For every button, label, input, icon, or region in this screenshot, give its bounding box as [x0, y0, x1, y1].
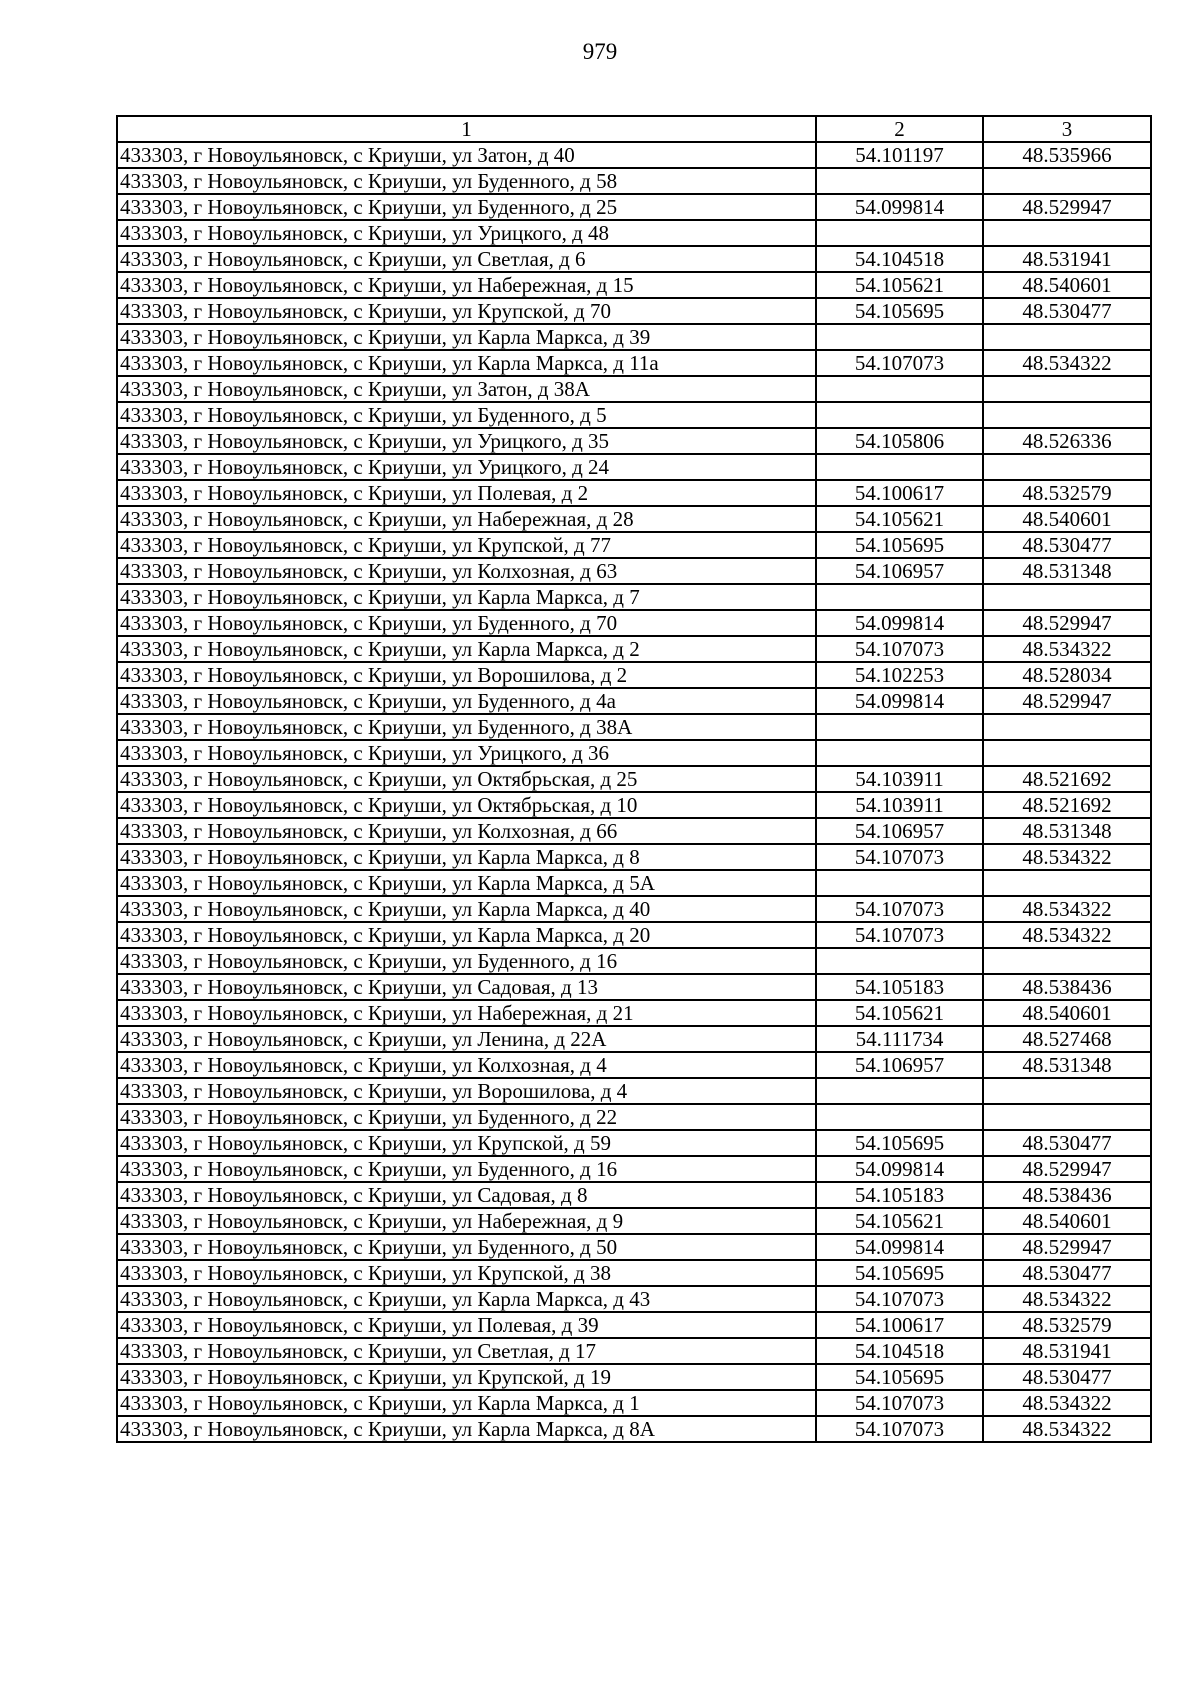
- address-cell: 433303, г Новоульяновск, с Криуши, ул Колхозная, д 63: [117, 558, 816, 584]
- table-row: [117, 1156, 1151, 1182]
- longitude-cell: 48.531348: [983, 558, 1151, 584]
- address-table: [116, 115, 1152, 1443]
- latitude-cell: 54.107073: [816, 350, 983, 376]
- longitude-cell: 48.530477: [983, 1364, 1151, 1390]
- latitude-cell: 54.107073: [816, 636, 983, 662]
- latitude-cell: 54.105183: [816, 1182, 983, 1208]
- address-cell: 433303, г Новоульяновск, с Криуши, ул Карла Маркса, д 8А: [117, 1416, 816, 1442]
- table-row: [117, 1338, 1151, 1364]
- address-cell: 433303, г Новоульяновск, с Криуши, ул Буденного, д 70: [117, 610, 816, 636]
- table-row: [117, 922, 1151, 948]
- table-row: [117, 714, 1151, 740]
- longitude-cell: [983, 870, 1151, 896]
- latitude-cell: 54.099814: [816, 688, 983, 714]
- table-row: [117, 1364, 1151, 1390]
- longitude-cell: 48.521692: [983, 766, 1151, 792]
- latitude-cell: 54.105695: [816, 1130, 983, 1156]
- table-row: [117, 272, 1151, 298]
- latitude-cell: [816, 1104, 983, 1130]
- longitude-cell: 48.534322: [983, 636, 1151, 662]
- longitude-cell: [983, 584, 1151, 610]
- latitude-cell: [816, 948, 983, 974]
- table-row: [117, 1286, 1151, 1312]
- table-row: [117, 428, 1151, 454]
- address-cell: 433303, г Новоульяновск, с Криуши, ул Октябрьская, д 10: [117, 792, 816, 818]
- address-cell: 433303, г Новоульяновск, с Криуши, ул Карла Маркса, д 11а: [117, 350, 816, 376]
- address-cell: 433303, г Новоульяновск, с Криуши, ул Затон, д 38А: [117, 376, 816, 402]
- longitude-cell: 48.534322: [983, 896, 1151, 922]
- longitude-cell: 48.540601: [983, 272, 1151, 298]
- table-row: [117, 454, 1151, 480]
- address-cell: 433303, г Новоульяновск, с Криуши, ул Буденного, д 25: [117, 194, 816, 220]
- longitude-cell: 48.534322: [983, 844, 1151, 870]
- latitude-cell: 54.105183: [816, 974, 983, 1000]
- column-header-2: 2: [816, 116, 983, 142]
- address-cell: 433303, г Новоульяновск, с Криуши, ул Буденного, д 5: [117, 402, 816, 428]
- address-cell: 433303, г Новоульяновск, с Криуши, ул Светлая, д 17: [117, 1338, 816, 1364]
- table-row: [117, 584, 1151, 610]
- table-row: [117, 740, 1151, 766]
- latitude-cell: 54.107073: [816, 1286, 983, 1312]
- latitude-cell: 54.099814: [816, 1234, 983, 1260]
- longitude-cell: 48.535966: [983, 142, 1151, 168]
- table-row: [117, 480, 1151, 506]
- table-row: [117, 1416, 1151, 1442]
- latitude-cell: 54.105695: [816, 532, 983, 558]
- address-cell: 433303, г Новоульяновск, с Криуши, ул Буденного, д 50: [117, 1234, 816, 1260]
- longitude-cell: 48.529947: [983, 1234, 1151, 1260]
- column-header-3: 3: [983, 116, 1151, 142]
- latitude-cell: 54.100617: [816, 1312, 983, 1338]
- table-row: [117, 844, 1151, 870]
- latitude-cell: [816, 402, 983, 428]
- table-row: [117, 1078, 1151, 1104]
- longitude-cell: [983, 376, 1151, 402]
- latitude-cell: [816, 324, 983, 350]
- longitude-cell: 48.529947: [983, 1156, 1151, 1182]
- table-row: [117, 1000, 1151, 1026]
- latitude-cell: 54.107073: [816, 1416, 983, 1442]
- longitude-cell: [983, 1078, 1151, 1104]
- address-cell: 433303, г Новоульяновск, с Криуши, ул Карла Маркса, д 1: [117, 1390, 816, 1416]
- table-row: [117, 1130, 1151, 1156]
- table-row: [117, 974, 1151, 1000]
- longitude-cell: [983, 948, 1151, 974]
- address-cell: 433303, г Новоульяновск, с Криуши, ул Октябрьская, д 25: [117, 766, 816, 792]
- table-row: [117, 1052, 1151, 1078]
- table-row: [117, 688, 1151, 714]
- table-row: [117, 1026, 1151, 1052]
- address-cell: 433303, г Новоульяновск, с Криуши, ул Набережная, д 21: [117, 1000, 816, 1026]
- address-cell: 433303, г Новоульяновск, с Криуши, ул Урицкого, д 24: [117, 454, 816, 480]
- table-row: [117, 558, 1151, 584]
- table-row: [117, 532, 1151, 558]
- longitude-cell: 48.531348: [983, 818, 1151, 844]
- latitude-cell: 54.105806: [816, 428, 983, 454]
- address-cell: 433303, г Новоульяновск, с Криуши, ул Светлая, д 6: [117, 246, 816, 272]
- table-row: [117, 1182, 1151, 1208]
- table-row: [117, 1312, 1151, 1338]
- address-cell: 433303, г Новоульяновск, с Криуши, ул Буденного, д 16: [117, 948, 816, 974]
- longitude-cell: 48.534322: [983, 1390, 1151, 1416]
- latitude-cell: [816, 376, 983, 402]
- latitude-cell: 54.105695: [816, 1364, 983, 1390]
- latitude-cell: 54.105621: [816, 506, 983, 532]
- longitude-cell: 48.532579: [983, 480, 1151, 506]
- address-cell: 433303, г Новоульяновск, с Криуши, ул Карла Маркса, д 7: [117, 584, 816, 610]
- latitude-cell: 54.107073: [816, 1390, 983, 1416]
- latitude-cell: 54.099814: [816, 1156, 983, 1182]
- latitude-cell: 54.104518: [816, 246, 983, 272]
- longitude-cell: [983, 220, 1151, 246]
- latitude-cell: 54.107073: [816, 896, 983, 922]
- latitude-cell: 54.105695: [816, 1260, 983, 1286]
- latitude-cell: 54.105621: [816, 272, 983, 298]
- longitude-cell: 48.532579: [983, 1312, 1151, 1338]
- address-cell: 433303, г Новоульяновск, с Криуши, ул Крупской, д 70: [117, 298, 816, 324]
- table-row: [117, 194, 1151, 220]
- longitude-cell: 48.538436: [983, 974, 1151, 1000]
- address-cell: 433303, г Новоульяновск, с Криуши, ул Полевая, д 2: [117, 480, 816, 506]
- latitude-cell: 54.099814: [816, 194, 983, 220]
- longitude-cell: [983, 714, 1151, 740]
- latitude-cell: 54.105621: [816, 1000, 983, 1026]
- table-row: [117, 896, 1151, 922]
- longitude-cell: 48.531941: [983, 1338, 1151, 1364]
- longitude-cell: 48.530477: [983, 532, 1151, 558]
- address-cell: 433303, г Новоульяновск, с Криуши, ул Буденного, д 16: [117, 1156, 816, 1182]
- address-cell: 433303, г Новоульяновск, с Криуши, ул Карла Маркса, д 5А: [117, 870, 816, 896]
- longitude-cell: [983, 324, 1151, 350]
- address-cell: 433303, г Новоульяновск, с Криуши, ул Урицкого, д 48: [117, 220, 816, 246]
- page-number: 979: [582, 39, 618, 64]
- address-cell: 433303, г Новоульяновск, с Криуши, ул Ворошилова, д 4: [117, 1078, 816, 1104]
- table-row: [117, 1208, 1151, 1234]
- address-cell: 433303, г Новоульяновск, с Криуши, ул Буденного, д 22: [117, 1104, 816, 1130]
- table-row: [117, 792, 1151, 818]
- address-cell: 433303, г Новоульяновск, с Криуши, ул Ворошилова, д 2: [117, 662, 816, 688]
- address-cell: 433303, г Новоульяновск, с Криуши, ул Полевая, д 39: [117, 1312, 816, 1338]
- address-cell: 433303, г Новоульяновск, с Криуши, ул Карла Маркса, д 2: [117, 636, 816, 662]
- longitude-cell: 48.540601: [983, 506, 1151, 532]
- table-row: [117, 1104, 1151, 1130]
- longitude-cell: [983, 402, 1151, 428]
- latitude-cell: 54.101197: [816, 142, 983, 168]
- latitude-cell: [816, 220, 983, 246]
- longitude-cell: 48.531941: [983, 246, 1151, 272]
- table-row: [117, 142, 1151, 168]
- latitude-cell: [816, 584, 983, 610]
- table-row: [117, 298, 1151, 324]
- latitude-cell: [816, 714, 983, 740]
- latitude-cell: 54.099814: [816, 610, 983, 636]
- longitude-cell: 48.534322: [983, 1286, 1151, 1312]
- address-cell: 433303, г Новоульяновск, с Криуши, ул Ленина, д 22А: [117, 1026, 816, 1052]
- latitude-cell: 54.106957: [816, 558, 983, 584]
- address-cell: 433303, г Новоульяновск, с Криуши, ул Карла Маркса, д 43: [117, 1286, 816, 1312]
- address-cell: 433303, г Новоульяновск, с Криуши, ул Колхозная, д 4: [117, 1052, 816, 1078]
- table-row: [117, 1390, 1151, 1416]
- longitude-cell: 48.540601: [983, 1000, 1151, 1026]
- longitude-cell: 48.534322: [983, 922, 1151, 948]
- address-cell: 433303, г Новоульяновск, с Криуши, ул Крупской, д 59: [117, 1130, 816, 1156]
- address-cell: 433303, г Новоульяновск, с Криуши, ул Буденного, д 38А: [117, 714, 816, 740]
- longitude-cell: 48.530477: [983, 1130, 1151, 1156]
- longitude-cell: 48.534322: [983, 1416, 1151, 1442]
- longitude-cell: [983, 740, 1151, 766]
- table-row: [117, 220, 1151, 246]
- latitude-cell: 54.105695: [816, 298, 983, 324]
- longitude-cell: 48.526336: [983, 428, 1151, 454]
- address-cell: 433303, г Новоульяновск, с Криуши, ул Крупской, д 19: [117, 1364, 816, 1390]
- table-row: [117, 818, 1151, 844]
- table-row: [117, 636, 1151, 662]
- latitude-cell: 54.104518: [816, 1338, 983, 1364]
- table-row: [117, 246, 1151, 272]
- longitude-cell: 48.538436: [983, 1182, 1151, 1208]
- longitude-cell: 48.528034: [983, 662, 1151, 688]
- address-cell: 433303, г Новоульяновск, с Криуши, ул Крупской, д 77: [117, 532, 816, 558]
- address-cell: 433303, г Новоульяновск, с Криуши, ул Карла Маркса, д 39: [117, 324, 816, 350]
- latitude-cell: 54.107073: [816, 922, 983, 948]
- latitude-cell: [816, 454, 983, 480]
- address-cell: 433303, г Новоульяновск, с Криуши, ул Буденного, д 4а: [117, 688, 816, 714]
- address-cell: 433303, г Новоульяновск, с Криуши, ул Крупской, д 38: [117, 1260, 816, 1286]
- longitude-cell: 48.529947: [983, 610, 1151, 636]
- latitude-cell: [816, 1078, 983, 1104]
- address-cell: 433303, г Новоульяновск, с Криуши, ул Набережная, д 15: [117, 272, 816, 298]
- latitude-cell: 54.107073: [816, 844, 983, 870]
- longitude-cell: [983, 454, 1151, 480]
- address-cell: 433303, г Новоульяновск, с Криуши, ул Набережная, д 9: [117, 1208, 816, 1234]
- longitude-cell: 48.534322: [983, 350, 1151, 376]
- table-row: [117, 1260, 1151, 1286]
- longitude-cell: 48.521692: [983, 792, 1151, 818]
- table-row: [117, 662, 1151, 688]
- column-header-1: 1: [117, 116, 816, 142]
- table-row: [117, 766, 1151, 792]
- longitude-cell: 48.529947: [983, 688, 1151, 714]
- latitude-cell: [816, 740, 983, 766]
- table-row: [117, 506, 1151, 532]
- table-header-row: [117, 116, 1151, 142]
- table-row: [117, 610, 1151, 636]
- longitude-cell: 48.530477: [983, 298, 1151, 324]
- latitude-cell: [816, 870, 983, 896]
- address-cell: 433303, г Новоульяновск, с Криуши, ул Затон, д 40: [117, 142, 816, 168]
- table-row: [117, 402, 1151, 428]
- latitude-cell: 54.103911: [816, 766, 983, 792]
- address-cell: 433303, г Новоульяновск, с Криуши, ул Карла Маркса, д 20: [117, 922, 816, 948]
- address-cell: 433303, г Новоульяновск, с Криуши, ул Колхозная, д 66: [117, 818, 816, 844]
- longitude-cell: 48.531348: [983, 1052, 1151, 1078]
- longitude-cell: 48.529947: [983, 194, 1151, 220]
- address-cell: 433303, г Новоульяновск, с Криуши, ул Урицкого, д 36: [117, 740, 816, 766]
- address-cell: 433303, г Новоульяновск, с Криуши, ул Садовая, д 8: [117, 1182, 816, 1208]
- longitude-cell: 48.527468: [983, 1026, 1151, 1052]
- longitude-cell: 48.540601: [983, 1208, 1151, 1234]
- latitude-cell: 54.103911: [816, 792, 983, 818]
- latitude-cell: 54.105621: [816, 1208, 983, 1234]
- table-row: [117, 1234, 1151, 1260]
- table-body: [117, 142, 1151, 1442]
- latitude-cell: 54.106957: [816, 1052, 983, 1078]
- longitude-cell: 48.530477: [983, 1260, 1151, 1286]
- table-row: [117, 376, 1151, 402]
- longitude-cell: [983, 168, 1151, 194]
- latitude-cell: 54.111734: [816, 1026, 983, 1052]
- latitude-cell: 54.100617: [816, 480, 983, 506]
- table-row: [117, 948, 1151, 974]
- table-row: [117, 350, 1151, 376]
- latitude-cell: 54.106957: [816, 818, 983, 844]
- table-row: [117, 168, 1151, 194]
- address-cell: 433303, г Новоульяновск, с Криуши, ул Садовая, д 13: [117, 974, 816, 1000]
- address-cell: 433303, г Новоульяновск, с Криуши, ул Урицкого, д 35: [117, 428, 816, 454]
- address-cell: 433303, г Новоульяновск, с Криуши, ул Буденного, д 58: [117, 168, 816, 194]
- longitude-cell: [983, 1104, 1151, 1130]
- latitude-cell: [816, 168, 983, 194]
- address-cell: 433303, г Новоульяновск, с Криуши, ул Карла Маркса, д 40: [117, 896, 816, 922]
- latitude-cell: 54.102253: [816, 662, 983, 688]
- address-cell: 433303, г Новоульяновск, с Криуши, ул Карла Маркса, д 8: [117, 844, 816, 870]
- address-cell: 433303, г Новоульяновск, с Криуши, ул Набережная, д 28: [117, 506, 816, 532]
- table-row: [117, 870, 1151, 896]
- table-row: [117, 324, 1151, 350]
